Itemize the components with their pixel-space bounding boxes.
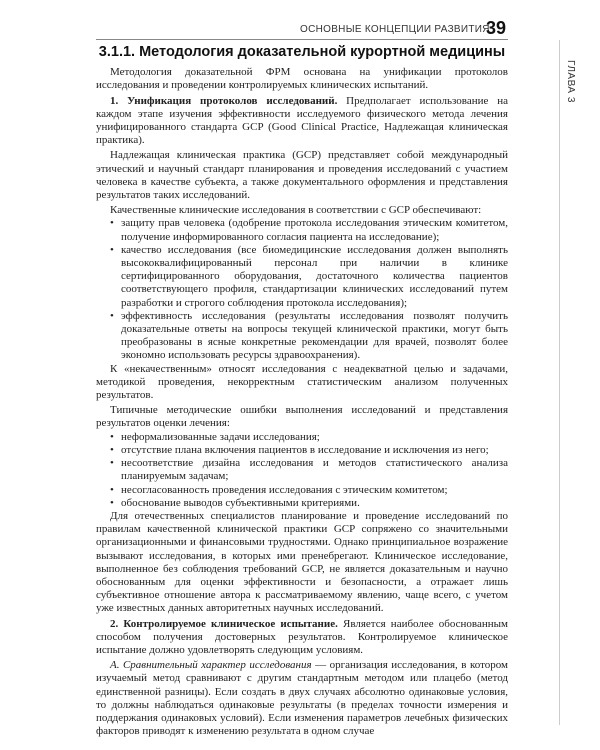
list-item: • несогласованность проведения исследования с этическим комитетом; — [110, 484, 508, 497]
paragraph-lead: 1. Унификация протоколов исследований. — [110, 94, 338, 107]
list-item: • защиту прав человека (одобрение протокола исследования этическим комитетом, получение информированного согласия пациента на исследование); — [110, 217, 508, 243]
list-item: • несоответствие дизайна исследования и методов статистического анализа планируемым задачам; — [110, 457, 508, 483]
paragraph-gcp-definition: Надлежащая клиническая практика (GCP) представляет собой международный этический и научный стандарт планирования и проведения исследований с участием человека в качестве субъекта, а также документального оформления и представления результатов таких исследований. — [96, 149, 508, 202]
paragraph-low-quality: К «некачественным» относят исследования с неадекватной целью и задачами, методикой проведения, некорректным статистическим анализом полученных результатов. — [96, 362, 508, 402]
side-rule — [559, 40, 560, 725]
errors-list — [96, 431, 508, 510]
paragraph-unification — [96, 95, 508, 148]
list-item: • отсутствие плана включения пациентов в исследование и исключения из него; — [110, 444, 508, 457]
chapter-tab: ГЛАВА 3 — [565, 60, 576, 103]
paragraph-comparative — [96, 659, 508, 738]
gcp-list — [96, 217, 508, 362]
list-item: • качество исследования (все биомедицинские исследования должен выполнять высококвалифицированный персонал при наличии в клинике сертифицированного оборудования, достаточного количества пациентов соответствующего профиля, стандартизации клинических исследований путем разработки и строгого соблюдения протокола исследования); — [110, 244, 508, 310]
paragraph-body: Является наиболее обоснованным способом получения достоверных результатов. Контролируемое клиническое испытание должно удовлетворять следующим условиям. — [96, 617, 508, 656]
page-number: 39 — [486, 18, 507, 38]
running-header: ОСНОВНЫЕ КОНЦЕПЦИИ РАЗВИТИЯ — [300, 24, 490, 35]
paragraph-body: Предполагает использование на каждом этапе изучения эффективности исследуемого физического метода лечения унифицированного стандарта GCP (Good Clinical Practice, Надлежащая клиническая практика). — [96, 94, 508, 147]
list-item: • обоснование выводов субъективными критериями. — [110, 497, 508, 510]
intro-paragraph: Методология доказательной ФРМ основана на унификации протоколов исследования и проведении контролируемых клинических испытаний. — [96, 66, 508, 92]
paragraph-lead: А. Сравнительный характер исследования — [110, 659, 312, 672]
list-item: • эффективность исследования (результаты исследования позволят получить доказательные ответы на вопросы текущей клинической практики, могут быть преобразованы в ясные конкретные рекомендации для врачей, позволят более экономно использовать ресурсы здравоохранения). — [110, 310, 508, 363]
paragraph-typical-errors: Типичные методические ошибки выполнения исследований и представления результатов оценки лечения: — [96, 404, 508, 430]
list-item: • неформализованные задачи исследования; — [110, 431, 508, 444]
header-rule — [96, 39, 508, 40]
page-content — [96, 44, 508, 738]
paragraph-controlled-trial — [96, 618, 508, 658]
section-title: 3.1.1. Методология доказательной курортной медицины — [98, 44, 506, 60]
paragraph-domestic-specialists: Для отечественных специалистов планирование и проведение исследований по правилам качественной клинической практики GCP сопряжено со значительными организационными и финансовыми трудностями. Однако принципиальное возражение вызывают исследования, в которых ими пренебрегают. Клиническое исследование, выполненное без соблюдения требований GCP, не является доказательным и научно обоснованным для оценки эффективности и безопасности, а отражает лишь субъективное отношение автора к рассматриваемому явлению, чаще всего, с учетом уже известных данных авторитетных научных исследований. — [96, 509, 508, 615]
paragraph-body: — организация исследования, в котором изучаемый метод сравнивают с другим стандартным методом или плацебо (метод единственной разницы). Если создать в двух случаях абсолютно одинаковые условия, то должны наблюдаться одинаковые результаты (в пределах точности измерения и поддержания одинаковых условий). Если изменения параметров лечебных физических факторов приводят к изменению результата в одном случае — [96, 659, 508, 738]
paragraph-gcp-provides: Качественные клинические исследования в соответствии с GCP обеспечивают: — [110, 204, 482, 217]
paragraph-lead: 2. Контролируемое клиническое испытание. — [110, 617, 338, 630]
